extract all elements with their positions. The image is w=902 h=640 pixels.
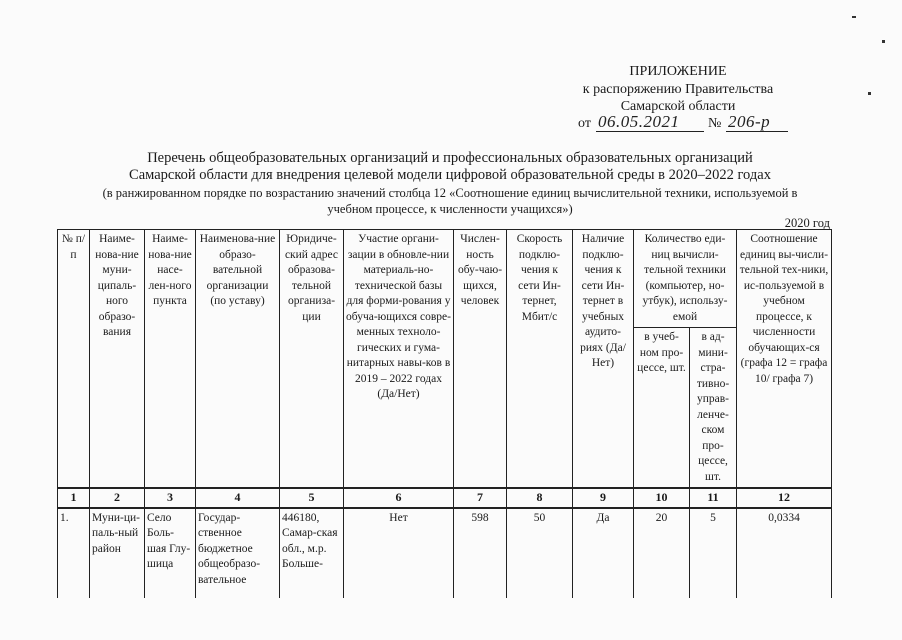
report-year: 2020 год [784, 216, 830, 230]
column-number: 2 [90, 488, 145, 508]
column-number: 12 [737, 488, 832, 508]
document-title-line2: Самарской области для внедрения целевой модели цифровой образовательной среды в 2020–2022 годах [129, 167, 771, 183]
header-internet: Наличие подклю-чения к сети Ин-тернет в учебных аудито-риях (Да/Нет) [573, 230, 634, 489]
column-number: 6 [344, 488, 454, 508]
row-students: 598 [454, 508, 507, 598]
document-subtitle-line2: учебном процессе, к численности учащихся») [327, 202, 573, 216]
row-speed: 50 [507, 508, 573, 598]
header-computer-units: Количество еди-ниц вычисли-тельной техники (компьютер, но-утбук), использу-емой [634, 230, 737, 328]
row-participation: Нет [344, 508, 454, 598]
column-number: 10 [634, 488, 690, 508]
header-speed: Скорость подклю-чения к сети Ин-тернет, Мбит/с [507, 230, 573, 489]
row-number: 1. [58, 508, 90, 598]
row-admin-units: 5 [690, 508, 737, 598]
number-label: № [708, 116, 722, 131]
row-internet: Да [573, 508, 634, 598]
column-number: 7 [454, 488, 507, 508]
header-edu-units: в учеб-ном про-цессе, шт. [634, 328, 690, 489]
header-municipality: Наиме-нова-ние муни-ципаль-ного образо-вания [90, 230, 145, 489]
scan-mark [868, 92, 871, 95]
scan-mark [882, 40, 885, 43]
row-address: 446180, Самар-ская обл., м.р. Больше- [280, 508, 344, 598]
row-municipality: Муни-ци-паль-ный район [90, 508, 145, 598]
header-settlement: Наиме-нова-ние насе-лен-ного пункта [145, 230, 196, 489]
column-number: 9 [573, 488, 634, 508]
row-organization: Государ-ственное бюджетное общеобразо-вательное [196, 508, 280, 598]
date-underline [596, 131, 704, 132]
header-participation: Участие органи-зации в обновле-нии материаль-но-технической базы для форми-рования у обуча-ющихся совре-менных техноло-гических и гума-нитарных навы-ков в 2019 – 2022 годах (Да/Нет) [344, 230, 454, 489]
column-numbers-row [58, 488, 832, 508]
row-ratio: 0,0334 [737, 508, 832, 598]
document-subtitle-line1: (в ранжированном порядке по возрастанию значений столбца 12 «Соотношение единиц вычислительной техники, используемой в [102, 186, 798, 200]
header-students: Числен-ность обу-чаю-щихся, человек [454, 230, 507, 489]
header-number: № п/п [58, 230, 90, 489]
header-address: Юридиче-ский адрес образова-тельной организа-ции [280, 230, 344, 489]
appendix-line2: Самарской области [620, 99, 736, 114]
number-underline [726, 131, 788, 132]
handwritten-number: 206-р [728, 112, 771, 131]
column-number: 3 [145, 488, 196, 508]
row-edu-units: 20 [634, 508, 690, 598]
column-number: 1 [58, 488, 90, 508]
appendix-line1: к распоряжению Правительства [582, 82, 774, 97]
organizations-table [57, 229, 832, 598]
handwritten-date: 06.05.2021 [598, 112, 680, 131]
from-label: от [578, 116, 591, 131]
column-number: 4 [196, 488, 280, 508]
column-number: 5 [280, 488, 344, 508]
table-row [58, 508, 832, 598]
header-admin-units: в ад-мини-стра-тивно-управ-ленче-ском про-цессе, шт. [690, 328, 737, 489]
document-title-line1: Перечень общеобразовательных организаций и профессиональных образовательных организаций [147, 150, 753, 166]
header-organization: Наименова-ние образо-вательной организации (по уставу) [196, 230, 280, 489]
column-number: 8 [507, 488, 573, 508]
appendix-title: ПРИЛОЖЕНИЕ [629, 64, 727, 79]
appendix-date-line [578, 113, 798, 135]
scan-mark [852, 16, 856, 18]
header-ratio: Соотношение единиц вы-числи-тельной тех-ники, ис-пользуемой в учебном процессе, к численности обучающих-ся (графа 12 = графа 10/ графа 7) [737, 230, 832, 489]
row-settlement: Село Боль-шая Глу-шица [145, 508, 196, 598]
table-header-row [58, 230, 832, 328]
column-number: 11 [690, 488, 737, 508]
